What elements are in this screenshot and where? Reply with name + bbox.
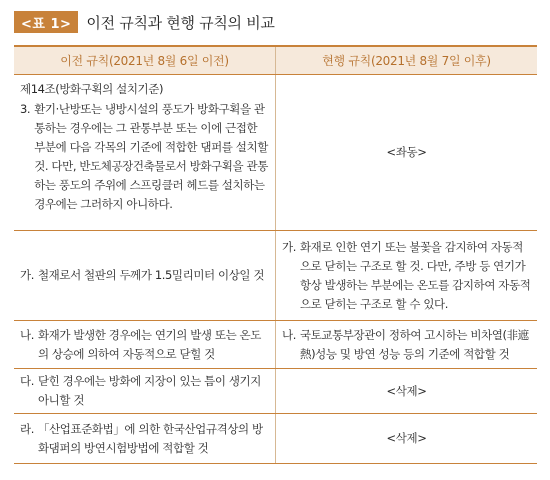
item-number: 나. <box>282 327 296 342</box>
item-text: 철재로서 철판의 두께가 1.5밀리미터 이상일 것 <box>37 268 265 282</box>
deleted-label: <삭제> <box>386 383 427 398</box>
current-rule-cell <box>275 321 537 368</box>
table-header <box>14 47 537 75</box>
item-text: 화재가 발생한 경우에는 연기의 발생 또는 온도의 상승에 의하여 자동적으로 닫힐 것 <box>37 327 261 361</box>
item-text: 국토교통부장관이 정하여 고시하는 비차열(非遮熱)성능 및 방연 성능 등의 기준에 적합할 것 <box>299 327 529 361</box>
table-title: 이전 규칙과 현행 규칙의 비교 <box>86 13 275 32</box>
previous-rule-cell <box>14 414 275 463</box>
header-previous-rule: 이전 규칙(2021년 8월 6일 이전) <box>60 54 229 68</box>
item-number: 가. <box>282 239 296 254</box>
previous-rule-cell <box>14 321 275 368</box>
article-title: 제14조(방화구획의 설치기준) <box>20 82 164 96</box>
table-row <box>14 414 537 464</box>
table-row <box>14 75 537 231</box>
current-rule-cell <box>275 414 537 463</box>
item-number: 다. <box>20 374 34 388</box>
comparison-table <box>14 45 537 464</box>
item-text: 「산업표준화법」에 의한 한국산업규격상의 방화댐퍼의 방연시험방법에 적합할 것 <box>37 421 263 455</box>
current-rule-cell <box>275 75 537 230</box>
previous-rule-cell <box>14 75 275 230</box>
table-row <box>14 321 537 369</box>
item-number: 나. <box>20 327 34 342</box>
previous-rule-cell <box>14 231 275 320</box>
current-rule-cell <box>275 369 537 413</box>
list-item <box>20 326 269 364</box>
table-row <box>14 369 537 414</box>
list-item <box>282 326 531 364</box>
table-number-tag: <표 1> <box>14 11 78 33</box>
table-row <box>14 231 537 321</box>
deleted-label: <삭제> <box>386 431 427 445</box>
current-rule-cell <box>275 231 537 320</box>
list-item <box>20 100 269 214</box>
item-text: 화재로 인한 연기 또는 불꽃을 감지하여 자동적으로 닫히는 구조로 할 것. 다만, 주방 등 연기가 항상 발생하는 부분에는 온도를 감지하여 자동적으로 닫히는 구조로 할 수 있다. <box>299 239 531 311</box>
header-current-rule: 현행 규칙(2021년 8월 7일 이후) <box>275 47 537 74</box>
previous-rule-cell <box>14 369 275 413</box>
list-item <box>20 266 269 285</box>
list-item <box>20 372 269 410</box>
item-number: 라. <box>20 421 34 436</box>
item-text: 환기·난방또는 냉방시설의 풍도가 방화구획을 관통하는 경우에는 그 관통부분 또는 이에 근접한 부분에 다음 각목의 기준에 적합한 댐퍼를 설치할 것. 다만, 반도체공장건축물로서 방화구획을 관통하는 풍도의 주위에 스프링클러 헤드를 설치하는 경우에는 그러하지 아니하다. <box>34 102 268 211</box>
item-text: 닫힌 경우에는 방화에 지장이 있는 틈이 생기지 아니할 것 <box>37 374 261 407</box>
list-item <box>20 420 269 458</box>
table-caption <box>14 10 275 34</box>
item-number: 가. <box>20 268 34 282</box>
same-as-left-label: <좌동> <box>386 145 427 159</box>
list-item <box>282 238 531 314</box>
item-number: 3. <box>20 102 31 116</box>
